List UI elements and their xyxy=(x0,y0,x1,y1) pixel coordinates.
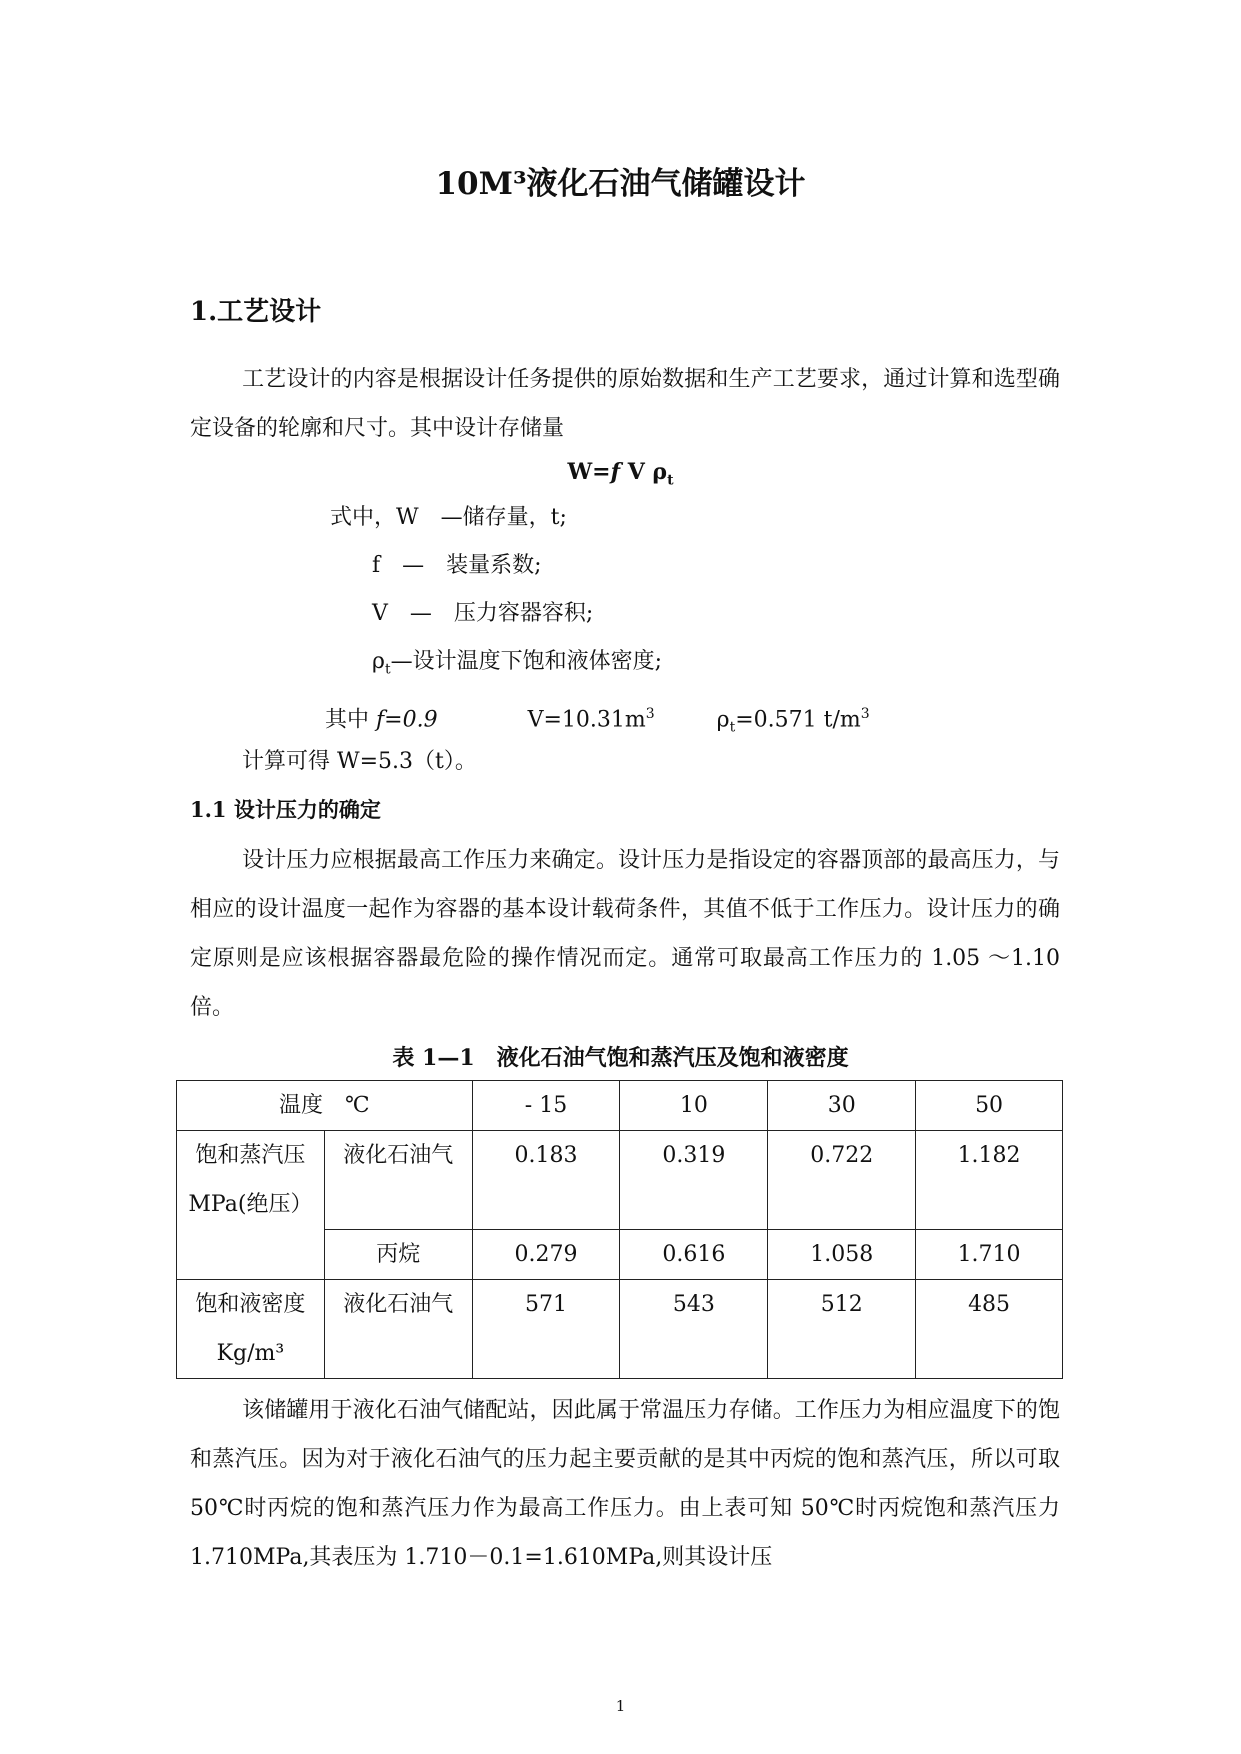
value-cell: 0.319 xyxy=(620,1131,768,1230)
document-title: 10M³液化石油气储罐设计 xyxy=(435,166,806,202)
temp-cell: 50 xyxy=(916,1081,1063,1131)
value-cell: 0.183 xyxy=(472,1131,620,1230)
temp-cell: 10 xyxy=(620,1081,768,1131)
value-cell: 0.279 xyxy=(472,1230,620,1280)
lpg-label: 液化石油气 xyxy=(324,1280,472,1379)
value-cell: 543 xyxy=(620,1280,768,1379)
storage-formula: W=f V $\rho_t$ xyxy=(567,459,674,489)
subsection-heading: 1.1 设计压力的确定 xyxy=(190,797,381,822)
temp-cell: - 15 xyxy=(472,1081,620,1131)
value-cell: 512 xyxy=(768,1280,916,1379)
lpg-label: 液化石油气 xyxy=(324,1131,472,1230)
liquid-density-label: 饱和液密度 Kg/m³ xyxy=(177,1280,325,1379)
values-line: 其中 f=0.9 $V=10.31m^3$ $\rho_t=0.571$ $t/m^3$ xyxy=(325,706,870,736)
table-row xyxy=(177,1081,1063,1131)
value-cell: 571 xyxy=(472,1280,620,1379)
temperature-header: 温度 ℃ xyxy=(177,1081,473,1131)
table-caption: 表 1—1 液化石油气饱和蒸汽压及饱和液密度 xyxy=(392,1045,849,1071)
working-pressure-text: 该储罐用于液化石油气储配站，因此属于常温压力存储。工作压力为相应温度下的饱和蒸汽压。因为对于液化石油气的压力起主要贡献的是其中丙烷的饱和蒸汽压，所以可取 50℃时丙烷的饱和蒸汽压力作为最高工作压力。由上表可知 50℃时丙烷饱和蒸汽压力 1.710MPa,其表压为 1.710－0.1=1.610MPa,则其设计压 xyxy=(190,1398,1060,1570)
intro-text: 工艺设计的内容是根据设计任务提供的原始数据和生产工艺要求，通过计算和选型确定设备的轮廓和尺寸。其中设计存储量 xyxy=(190,367,1060,441)
table-row xyxy=(177,1131,1063,1230)
propane-label: 丙烷 xyxy=(324,1230,472,1280)
value-cell: 0.616 xyxy=(620,1230,768,1280)
value-cell: 485 xyxy=(916,1280,1063,1379)
where-w: 式中，W —储存量，t; xyxy=(330,505,567,530)
value-cell: 1.182 xyxy=(916,1131,1063,1230)
where-f: f — 装量系数; xyxy=(372,553,542,578)
intro-paragraph xyxy=(190,355,1060,453)
result-line: 计算可得 W=5.3（t）。 xyxy=(242,749,477,774)
value-cell: 1.058 xyxy=(768,1230,916,1280)
table-row xyxy=(177,1280,1063,1379)
where-rho: $\rho_t—$设计温度下饱和液体密度; xyxy=(372,649,662,678)
page-number: 1 xyxy=(615,1697,626,1715)
pressure-density-table xyxy=(176,1080,1063,1379)
pressure-text: 设计压力应根据最高工作压力来确定。设计压力是指设定的容器顶部的最高压力，与相应的设计温度一起作为容器的基本设计载荷条件，其值不低于工作压力。设计压力的确定原则是应该根据容器最危险的操作情况而定。通常可取最高工作压力的 1.05 ～1.10 倍。 xyxy=(190,848,1060,1020)
where-v: V — 压力容器容积; xyxy=(372,601,594,626)
section-heading: 1.工艺设计 xyxy=(190,297,322,327)
temp-cell: 30 xyxy=(768,1081,916,1131)
pressure-paragraph xyxy=(190,836,1060,1032)
value-cell: 1.710 xyxy=(916,1230,1063,1280)
vapor-pressure-label: 饱和蒸汽压MPa(绝压） xyxy=(177,1131,325,1280)
working-pressure-paragraph xyxy=(190,1386,1060,1582)
value-cell: 0.722 xyxy=(768,1131,916,1230)
